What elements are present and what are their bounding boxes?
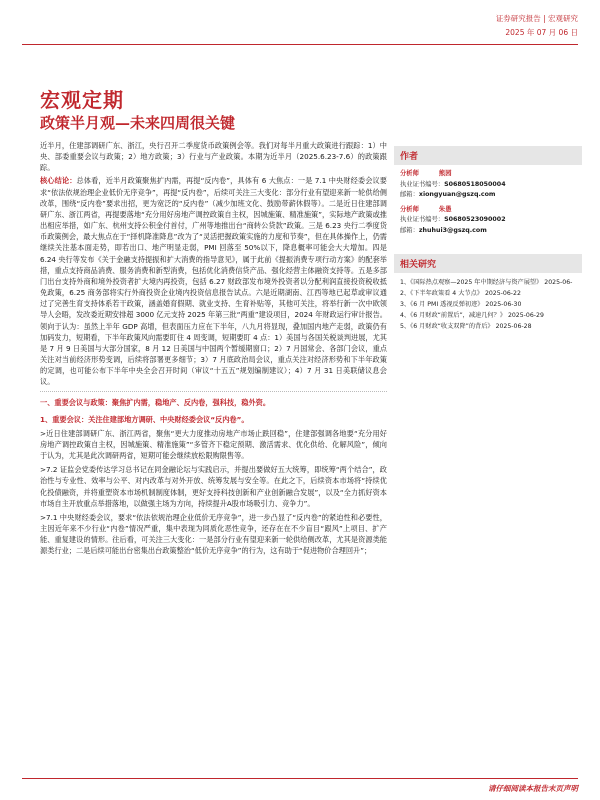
author-email[interactable]: 邮箱：zhuhui3@gszq.com bbox=[400, 226, 487, 234]
section-divider bbox=[40, 391, 387, 392]
page-footer bbox=[22, 778, 578, 794]
author-name: 熊园 bbox=[438, 170, 452, 177]
author-name-row bbox=[400, 169, 576, 180]
intro-paragraph: 近半月，住建部调研广东、浙江，央行召开二季度货币政策例会等。我们对每半月重大政策进行跟踪：1）中央、部委重要会议与政策；2）地方政策；3）行业与产业政策。本期为近半月（2025.6.23-7.6）的政策跟踪。 bbox=[40, 141, 387, 173]
section-1-subtitle: 1、重要会议：关注住建部地方调研、中央财经委会议“反内卷”。 bbox=[40, 414, 249, 424]
footer-disclaimer: 请仔细阅读本报告末页声明 bbox=[488, 784, 578, 793]
main-body bbox=[40, 140, 387, 556]
related-research-item[interactable]: 2、《下半年政策看 4 大节点》 2025-06-22 bbox=[400, 290, 521, 297]
page-header bbox=[496, 12, 578, 40]
bullet-item: >近日住建部调研广东、浙江两省，聚焦“更大力度推动房地产市场止跌回稳”，住建部强调各地要“充分用好房地产调控政策自主权，因城施策、精准施策”“多管齐下稳定预期、激活需求、优化供给、化解风险”，倾向于认为，尤其是此次调研两省，短期可能会继续放松限购限售等。 bbox=[40, 428, 387, 461]
core-conclusion-text: 总体看，近半月政策聚焦扩内需，再提“反内卷”，具体有 6 大焦点：一是 7.1 中央财经委会议要求“依法依规治理企业低价无序竞争”，再提“反内卷”，后续可关注三大变化：部分行业有望迎来新一轮供给侧改革，围绕“反内卷”要求出招，更为宽泛的“反内卷”（减少加班文化、鼓励带薪休假等）。二是近日住建部调研广东、浙江两省，再提要落地“充分用好房地产调控政策自主权，因城施策、精准施策”，实际地产政策或推出相应举措，如广东、杭州支持公积金付首付，广州等地推出台“商转公贷款”政策。三是 6.23 央行二季度货币政策例会，最大焦点在于“择机降准降息”改为了“灵活把握政策实施的力度和节奏”，但在具体操作上，仍需继续关注基本面走势，即若出口、地产明显走弱，PMI 回落至 50%以下，降息概率可能会大大增加。四是 6.24 央行等发布《关于金融支持提振和扩大消费的指导意见》，属于此前《提振消费专项行动方案》的配套举措，重点支持商品消费、服务消费和新型消费，包括优化消费信贷产品、强化经营主体融资支持等。五是多部门出台支持外商和境外投资者扩大境内再投资，包括 6.27 财政部发布境外投资者以分配利润直接投资税收抵免政策，6.25 商务部将实行外商投资企业境内投资信息报告试点。六是近期湖南、江西等地已起草或审议通过了完善生育支持体系若干政策，涵盖婚育假期、就业支持、生育补贴等，其他可关注，将举行新一次中欧领导人会晤，发改委近期安排超 3000 亿元支持 2025 年第三批“两重”建设项目，2024 年财政运行审计报告。领向于认为：虽然上半年 GDP 高增，但表面压力应在下半年，八九月将显现，叠加国内地产走弱，政策仍有加码发力，短期看，下半年政策风向需要盯住 4 周变调，短期要盯 4 点：1）美国与各国关税谈判进展，尤其是 7 月 9 日美国与大部分国家，8 月 12 日美国与中国两个暂缓期窗口；2）7 月国常会、各部门会议，重点关注对当前经济形势变调，后续将部署更多细节；3）7 月底政治局会议，重点关注对经济形势和下半年政策的定调，也可能公布下半年中央全会召开时间（审议“十五五”规划编制建议）；4）7 月 31 日美联储议息会议。 bbox=[40, 176, 387, 387]
section-1-title: 一、重要会议与政策：聚焦扩内需，稳地产、反内卷，强科技，稳外资。 bbox=[40, 398, 271, 408]
related-research-item[interactable]: 3、《6 月 PMI 透视反弹初迹》 2025-06-30 bbox=[400, 301, 522, 308]
related-research-heading: 相关研究 bbox=[394, 254, 582, 273]
bullet-item: >7.1 中央财经委会议，要求“依法依规治理企业低价无序竞争”，进一步凸显了“反内卷”的紧迫性和必要性，主因近年来不少行业“内卷”情况严重，集中表现为同质化恶性竞争，还存在在不少盲目“跟风”上项目、扩产能、重复建设的情形。往后看，可关注三大变化：一是部分行业有望迎来新一轮供给侧改革，尤其是资源类能源类行业；二是后续可能出台密集出台政策整治“低价无序竞争”的行为，这有助于“促进物价合理回升”； bbox=[40, 512, 387, 556]
sidebar bbox=[394, 146, 582, 336]
core-conclusion bbox=[40, 175, 387, 387]
related-research-list bbox=[394, 273, 582, 336]
header-divider bbox=[22, 44, 578, 45]
related-research-item[interactable]: 4、《6 月财政“前置后”，减速几何？》 2025-06-29 bbox=[400, 312, 544, 319]
author-cert: 执业证书编号：S0680523090002 bbox=[400, 216, 506, 223]
author-email[interactable]: 邮箱：xiongyuan@gszq.com bbox=[400, 191, 496, 198]
author-cert: 执业证书编号：S0680518050004 bbox=[400, 180, 506, 188]
related-research-item[interactable]: 5、《6 月财政“收支双降”的背后》 2025-06-28 bbox=[400, 323, 532, 330]
author-name: 朱愚 bbox=[438, 205, 452, 213]
author-card bbox=[394, 165, 582, 236]
author-role: 分析师 bbox=[400, 170, 419, 177]
author-role: 分析师 bbox=[400, 205, 419, 213]
author-name-row bbox=[400, 205, 576, 216]
bullet-item: >7.2 证监会党委传达学习总书记在同金融论坛与实践启示，并提出要做好五大统筹，即统筹“两个结合”，政治性与专业性、效率与公平、对内改革与对外开放、统筹发展与安全等。在此之下，后续资本市场将“持续优化投债融资，并将重塑资本市场机制制度体制，更好支持科技创新和产业创新融合发展”，以及“全力抓好资本市场自主开放重点举措落地，以做强主场为方向，持续提升A股市场吸引力、竞争力”。 bbox=[40, 465, 387, 508]
authors-heading: 作者 bbox=[394, 146, 582, 165]
report-type: 宏观定期 bbox=[40, 88, 124, 112]
doc-category: 证券研究报告 | 宏观研究 bbox=[495, 14, 578, 23]
related-research-item[interactable]: 1、《国际热点观察—2025 年中期经济与资产展望》 2025-06- bbox=[400, 279, 573, 286]
report-title: 政策半月观—未来四周很关键 bbox=[40, 114, 236, 132]
core-conclusion-label: 核心结论： bbox=[40, 176, 77, 186]
report-date: 2025 年 07 月 06 日 bbox=[505, 28, 578, 37]
